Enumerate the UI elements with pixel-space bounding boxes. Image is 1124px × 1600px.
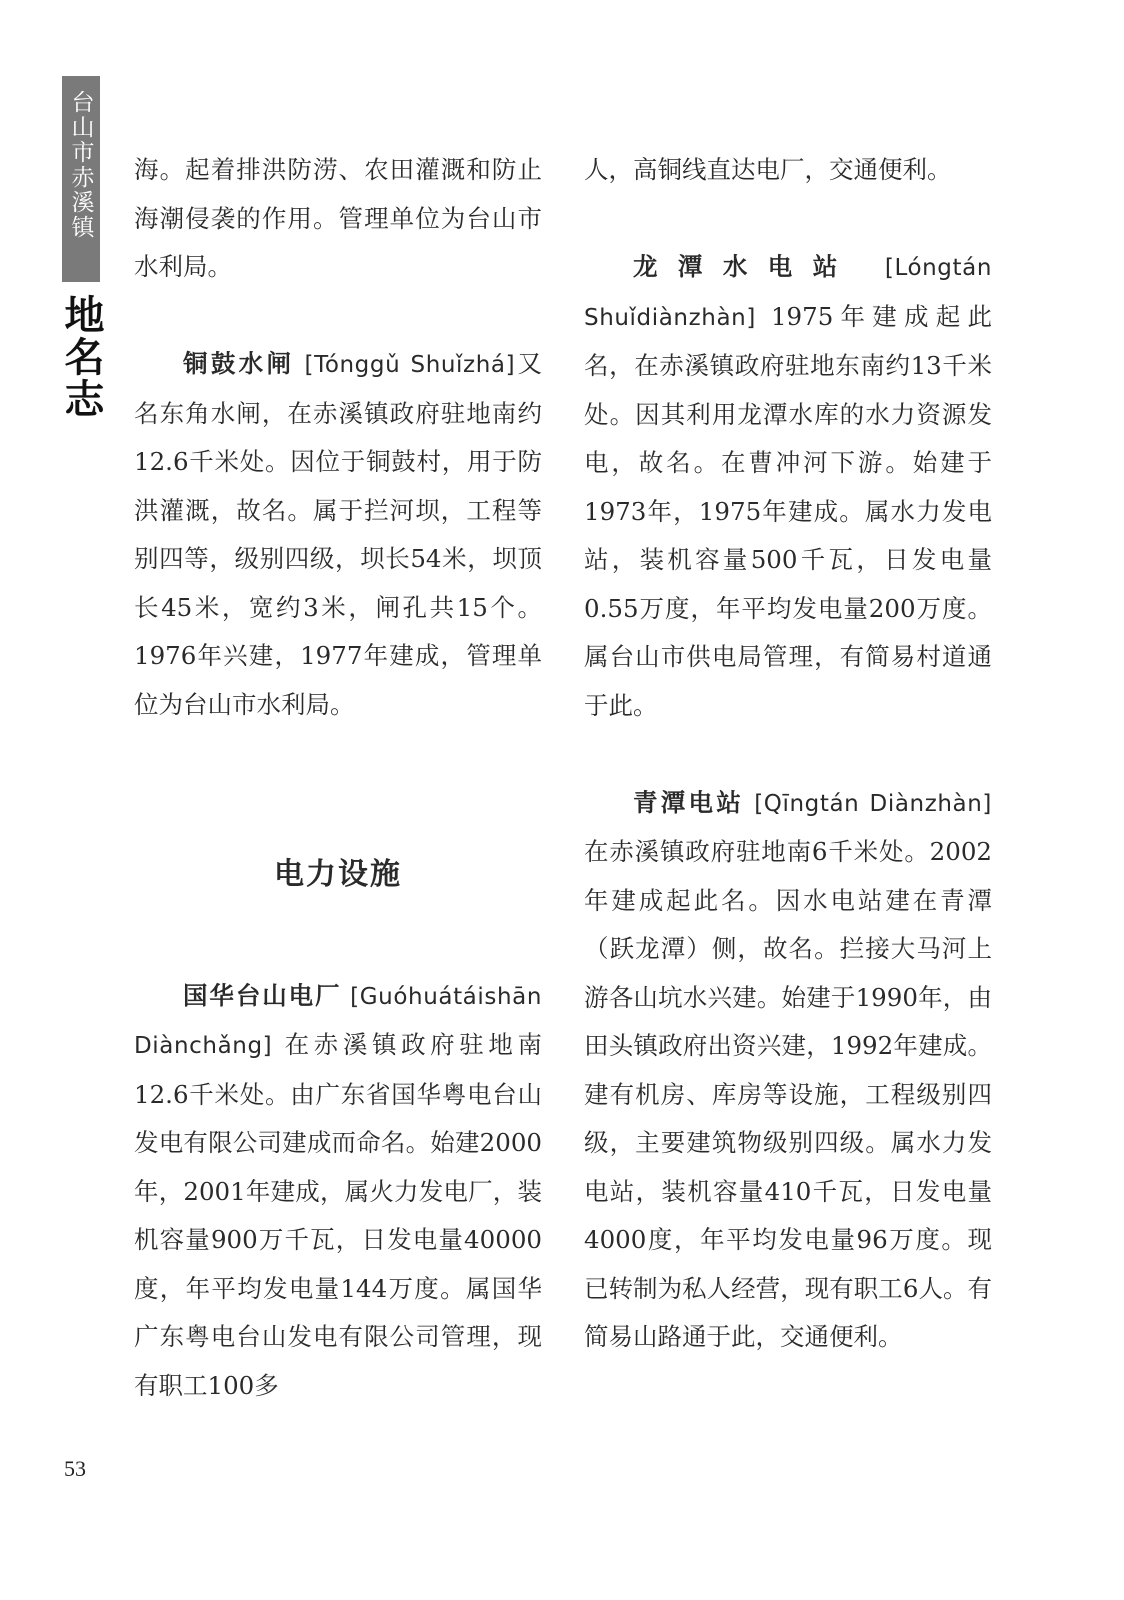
entry-pinyin: [Guóhuátáishān Diànchǎng] [134,983,542,1059]
book-title: 地名志 [58,294,104,420]
entry-guohua-power-plant [134,972,542,1411]
left-column [134,146,542,1410]
entry-pinyin: [Lóngtán Shuǐdiànzhàn] [584,255,992,331]
entry-title: 青潭电站 [633,787,745,817]
entry-title: 铜鼓水闸 [183,349,295,378]
chapter-tab-label: 台山市赤溪镇 [67,90,94,240]
chapter-tab [62,76,100,282]
page-number: 53 [64,1456,86,1481]
entry-body: 在赤溪镇政府驻地南12.6千米处。由广东省国华粤电台山发电有限公司建成而命名。始建2000年，2001年建成，属火力发电厂，装机容量900万千瓦，日发电量40000度，年平均发电量144万度。属国华广东粤电台山发电有限公司管理，现有职工100多 [134,1030,543,1400]
entry-qingtan-station [584,779,992,1362]
continued-paragraph: 人，高铜线直达电厂，交通便利。 [584,155,952,184]
right-column [584,146,992,1362]
continued-paragraph: 海。起着排洪防涝、农田灌溉和防止海潮侵袭的作用。管理单位为台山市水利局。 [134,155,542,281]
entry-body: 1975年建成起此名，在赤溪镇政府驻地东南约13千米处。因其利用龙潭水库的水力资源发电，故名。在曹冲河下游。始建于1973年，1975年建成。属水力发电站，装机容量500千瓦，日发电量0.55万度，年平均发电量200万度。属台山市供电局管理，有简易村道通于此。 [584,301,992,720]
entry-body: 在赤溪镇政府驻地南6千米处。2002年建成起此名。因水电站建在青潭（跃龙潭）侧，故名。拦接大马河上游各山坑水兴建。始建于1990年，由田头镇政府出资兴建，1992年建成。建有机房、库房等设施，工程级别四级，主要建筑物级别四级。属水力发电站，装机容量410千瓦，日发电量4000度，年平均发电量96万度。现已转制为私人经营，现有职工6人。有简易山路通于此，交通便利。 [584,837,992,1351]
entry-pinyin: [Tónggǔ Shuǐzhá] [304,352,516,378]
entry-title: 龙潭水电站 [633,252,858,281]
entry-body: 又名东角水闸，在赤溪镇政府驻地南约12.6千米处。因位于铜鼓村，用于防洪灌溉，故名。属于拦河坝，工程等别四等，级别四级，坝长54米，坝顶长45米，宽约3米，闸孔共15个。1976年兴建，1977年建成，管理单位为台山市水利局。 [134,349,543,719]
entry-pinyin: [Qīngtán Diànzhàn] [754,790,992,817]
entry-longtan-hydropower [584,243,992,730]
entry-title: 国华台山电厂 [183,980,342,1010]
section-heading: 电力设施 [274,857,402,892]
entry-tonggu-sluice [134,340,542,729]
